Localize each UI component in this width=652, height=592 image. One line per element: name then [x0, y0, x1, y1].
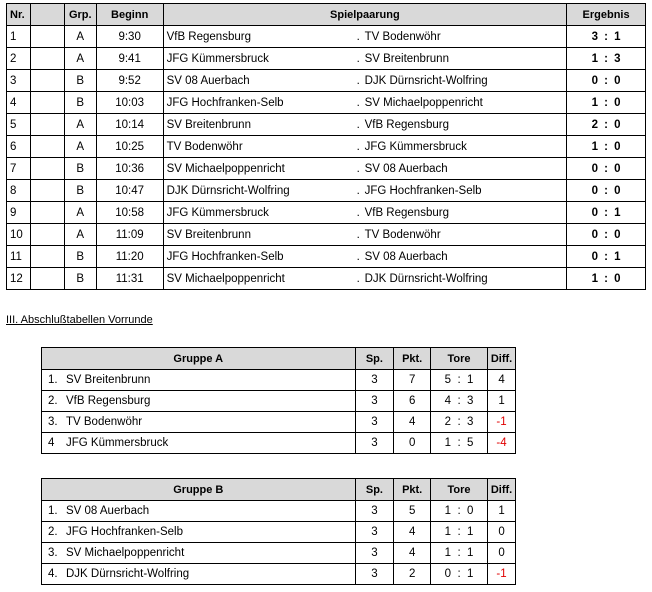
match-nr: 4: [7, 92, 31, 114]
standing-row: [42, 412, 516, 433]
match-group: A: [64, 224, 96, 246]
standing-team: JFG Hochfranken-Selb: [66, 526, 183, 538]
group-a-body: [42, 370, 516, 454]
match-group: B: [64, 70, 96, 92]
standing-points: 6: [394, 391, 431, 412]
match-spacer: [30, 246, 64, 268]
group-title: Gruppe B: [42, 479, 356, 501]
goals-against: 3: [467, 416, 474, 428]
header-pkt: Pkt.: [394, 348, 431, 370]
match-pairing: [163, 114, 567, 136]
standing-points: 7: [394, 370, 431, 391]
goals-for: 0: [444, 568, 452, 580]
match-nr: 5: [7, 114, 31, 136]
standing-goals: [431, 564, 488, 585]
home-goals: 1: [591, 52, 599, 65]
standing-row: [42, 391, 516, 412]
standing-played: 3: [355, 564, 394, 585]
match-time: 10:36: [96, 158, 163, 180]
goals-for: 5: [444, 374, 452, 386]
home-team: SV Michaelpoppenricht: [166, 162, 285, 175]
match-spacer: [30, 224, 64, 246]
match-time: 11:31: [96, 268, 163, 290]
header-ergebnis: Ergebnis: [567, 4, 646, 26]
match-spacer: [30, 136, 64, 158]
match-time: 11:09: [96, 224, 163, 246]
standing-diff: -4: [488, 433, 516, 454]
match-group: B: [64, 246, 96, 268]
match-spacer: [30, 114, 64, 136]
pairing-dot: .: [356, 272, 360, 285]
away-goals: 0: [614, 184, 621, 197]
home-team: JFG Kümmersbruck: [166, 52, 269, 65]
standing-team: TV Bodenwöhr: [66, 416, 143, 428]
match-pairing: [163, 246, 567, 268]
standing-goals: [431, 543, 488, 564]
match-time: 10:25: [96, 136, 163, 158]
standing-row: [42, 543, 516, 564]
pairing-dot: .: [356, 250, 360, 263]
result-separator: :: [604, 272, 608, 285]
match-result: [567, 136, 646, 158]
goals-against: 5: [467, 437, 474, 449]
goals-against: 3: [467, 395, 474, 407]
match-group: B: [64, 268, 96, 290]
match-time: 10:58: [96, 202, 163, 224]
match-pairing: [163, 48, 567, 70]
away-team: VfB Regensburg: [364, 206, 449, 219]
goals-for: 1: [444, 526, 452, 538]
result-separator: :: [604, 52, 608, 65]
goals-separator: :: [457, 374, 461, 386]
standing-diff: 0: [488, 543, 516, 564]
match-spacer: [30, 70, 64, 92]
standing-team: JFG Kümmersbruck: [66, 437, 169, 449]
standing-position: 4.: [48, 568, 58, 580]
away-goals: 0: [614, 140, 621, 153]
goals-against: 1: [467, 526, 474, 538]
away-team: JFG Hochfranken-Selb: [364, 184, 482, 197]
goals-for: 4: [444, 395, 452, 407]
home-team: JFG Kümmersbruck: [166, 206, 269, 219]
match-group: A: [64, 136, 96, 158]
standing-played: 3: [355, 522, 394, 543]
home-goals: 0: [591, 184, 599, 197]
goals-separator: :: [457, 526, 461, 538]
away-goals: 0: [614, 74, 621, 87]
group-title: Gruppe A: [42, 348, 356, 370]
match-nr: 7: [7, 158, 31, 180]
home-goals: 0: [591, 228, 599, 241]
away-goals: 1: [614, 30, 621, 43]
goals-separator: :: [457, 568, 461, 580]
header-tore: Tore: [431, 348, 488, 370]
standing-points: 4: [394, 543, 431, 564]
match-row: [7, 70, 646, 92]
standing-team-cell: [42, 433, 356, 454]
away-team: SV Breitenbrunn: [364, 52, 449, 65]
match-group: A: [64, 26, 96, 48]
standing-team-cell: [42, 564, 356, 585]
match-result: [567, 158, 646, 180]
standing-position: 4: [48, 437, 55, 449]
header-grp: Grp.: [64, 4, 96, 26]
standing-team: SV 08 Auerbach: [66, 505, 150, 517]
standing-points: 2: [394, 564, 431, 585]
standing-team-cell: [42, 522, 356, 543]
result-separator: :: [604, 162, 608, 175]
goals-against: 1: [467, 568, 474, 580]
match-row: [7, 48, 646, 70]
match-spacer: [30, 268, 64, 290]
match-time: 11:20: [96, 246, 163, 268]
home-team: VfB Regensburg: [166, 30, 251, 43]
match-pairing: [163, 224, 567, 246]
schedule-table: [6, 3, 646, 290]
away-goals: 1: [614, 250, 621, 263]
home-goals: 2: [591, 118, 599, 131]
standing-row: [42, 370, 516, 391]
away-goals: 0: [614, 162, 621, 175]
match-time: 10:14: [96, 114, 163, 136]
standing-team-cell: [42, 391, 356, 412]
standing-points: 4: [394, 412, 431, 433]
standing-position: 2.: [48, 526, 58, 538]
match-group: B: [64, 92, 96, 114]
away-goals: 3: [614, 52, 621, 65]
match-pairing: [163, 26, 567, 48]
header-diff: Diff.: [488, 479, 516, 501]
standing-row: [42, 522, 516, 543]
standing-diff: 4: [488, 370, 516, 391]
standing-points: 0: [394, 433, 431, 454]
header-sp: Sp.: [355, 348, 394, 370]
match-nr: 3: [7, 70, 31, 92]
standing-goals: [431, 501, 488, 522]
match-time: 9:41: [96, 48, 163, 70]
goals-against: 0: [467, 505, 474, 517]
standing-played: 3: [355, 370, 394, 391]
goals-for: 1: [444, 547, 452, 559]
standing-position: 1.: [48, 374, 58, 386]
standing-position: 1.: [48, 505, 58, 517]
pairing-dot: .: [356, 184, 360, 197]
header-nr: Nr.: [7, 4, 31, 26]
pairing-dot: .: [356, 96, 360, 109]
match-nr: 10: [7, 224, 31, 246]
home-team: SV Breitenbrunn: [166, 228, 251, 241]
group-header-row: [42, 348, 516, 370]
match-row: [7, 202, 646, 224]
standing-goals: [431, 412, 488, 433]
group-a-table: [41, 347, 516, 454]
pairing-dot: .: [356, 74, 360, 87]
standing-team: SV Michaelpoppenricht: [66, 547, 185, 559]
match-pairing: [163, 180, 567, 202]
match-nr: 6: [7, 136, 31, 158]
header-spacer: [30, 4, 64, 26]
match-time: 10:03: [96, 92, 163, 114]
away-team: SV 08 Auerbach: [364, 250, 448, 263]
match-result: [567, 180, 646, 202]
pairing-dot: .: [356, 52, 360, 65]
match-result: [567, 48, 646, 70]
match-row: [7, 114, 646, 136]
match-row: [7, 180, 646, 202]
standing-team-cell: [42, 412, 356, 433]
standing-row: [42, 564, 516, 585]
standing-goals: [431, 370, 488, 391]
home-team: JFG Hochfranken-Selb: [166, 96, 284, 109]
match-result: [567, 202, 646, 224]
home-team: SV 08 Auerbach: [166, 74, 250, 87]
header-tore: Tore: [431, 479, 488, 501]
home-team: TV Bodenwöhr: [166, 140, 243, 153]
standing-team: SV Breitenbrunn: [66, 374, 151, 386]
result-separator: :: [604, 206, 608, 219]
match-row: [7, 268, 646, 290]
home-team: JFG Hochfranken-Selb: [166, 250, 284, 263]
standing-team-cell: [42, 543, 356, 564]
match-spacer: [30, 26, 64, 48]
goals-for: 2: [444, 416, 452, 428]
standing-goals: [431, 522, 488, 543]
away-team: SV Michaelpoppenricht: [364, 96, 483, 109]
home-goals: 1: [591, 96, 599, 109]
away-team: SV 08 Auerbach: [364, 162, 448, 175]
away-goals: 0: [614, 118, 621, 131]
standing-position: 2.: [48, 395, 58, 407]
pairing-dot: .: [356, 118, 360, 131]
goals-against: 1: [467, 374, 474, 386]
goals-separator: :: [457, 547, 461, 559]
goals-separator: :: [457, 416, 461, 428]
standing-diff: -1: [488, 564, 516, 585]
match-result: [567, 70, 646, 92]
standing-row: [42, 501, 516, 522]
result-separator: :: [604, 30, 608, 43]
result-separator: :: [604, 184, 608, 197]
match-result: [567, 268, 646, 290]
away-goals: 0: [614, 96, 621, 109]
standing-team-cell: [42, 370, 356, 391]
match-group: B: [64, 158, 96, 180]
home-goals: 3: [591, 30, 599, 43]
match-group: A: [64, 48, 96, 70]
match-row: [7, 246, 646, 268]
match-group: B: [64, 180, 96, 202]
standing-diff: 1: [488, 391, 516, 412]
home-goals: 0: [591, 206, 599, 219]
home-goals: 0: [591, 250, 599, 263]
schedule-header-row: [7, 4, 646, 26]
pairing-dot: .: [356, 206, 360, 219]
header-beginn: Beginn: [96, 4, 163, 26]
standing-row: [42, 433, 516, 454]
match-nr: 8: [7, 180, 31, 202]
standing-team: DJK Dürnsricht-Wolfring: [66, 568, 190, 580]
section-title: III. Abschlußtabellen Vorrunde: [6, 314, 153, 326]
match-spacer: [30, 158, 64, 180]
home-team: SV Breitenbrunn: [166, 118, 251, 131]
home-goals: 0: [591, 74, 599, 87]
away-goals: 0: [614, 272, 621, 285]
home-team: DJK Dürnsricht-Wolfring: [166, 184, 290, 197]
standing-played: 3: [355, 543, 394, 564]
standing-played: 3: [355, 433, 394, 454]
match-result: [567, 246, 646, 268]
away-team: TV Bodenwöhr: [364, 30, 441, 43]
match-group: A: [64, 202, 96, 224]
match-time: 9:52: [96, 70, 163, 92]
header-pkt: Pkt.: [394, 479, 431, 501]
standing-played: 3: [355, 412, 394, 433]
standing-team-cell: [42, 501, 356, 522]
group-header-row: [42, 479, 516, 501]
goals-separator: :: [457, 505, 461, 517]
match-spacer: [30, 92, 64, 114]
match-result: [567, 114, 646, 136]
away-team: VfB Regensburg: [364, 118, 449, 131]
match-time: 10:47: [96, 180, 163, 202]
standing-goals: [431, 391, 488, 412]
match-nr: 2: [7, 48, 31, 70]
pairing-dot: .: [356, 228, 360, 241]
match-row: [7, 158, 646, 180]
away-team: DJK Dürnsricht-Wolfring: [364, 74, 488, 87]
match-spacer: [30, 180, 64, 202]
match-row: [7, 136, 646, 158]
result-separator: :: [604, 250, 608, 263]
away-goals: 1: [614, 206, 621, 219]
match-pairing: [163, 92, 567, 114]
result-separator: :: [604, 96, 608, 109]
standing-points: 5: [394, 501, 431, 522]
pairing-dot: .: [356, 162, 360, 175]
home-goals: 1: [591, 140, 599, 153]
match-result: [567, 26, 646, 48]
match-nr: 9: [7, 202, 31, 224]
goals-separator: :: [457, 437, 461, 449]
goals-separator: :: [457, 395, 461, 407]
match-pairing: [163, 70, 567, 92]
pairing-dot: .: [356, 30, 360, 43]
result-separator: :: [604, 118, 608, 131]
match-pairing: [163, 136, 567, 158]
goals-against: 1: [467, 547, 474, 559]
goals-for: 1: [444, 437, 452, 449]
standing-diff: 1: [488, 501, 516, 522]
group-b-table: [41, 478, 516, 585]
match-pairing: [163, 158, 567, 180]
group-b-body: [42, 501, 516, 585]
standing-diff: -1: [488, 412, 516, 433]
standing-position: 3.: [48, 547, 58, 559]
home-goals: 0: [591, 162, 599, 175]
match-nr: 12: [7, 268, 31, 290]
away-team: TV Bodenwöhr: [364, 228, 441, 241]
result-separator: :: [604, 228, 608, 241]
match-spacer: [30, 48, 64, 70]
match-row: [7, 26, 646, 48]
away-team: JFG Kümmersbruck: [364, 140, 467, 153]
match-pairing: [163, 268, 567, 290]
standing-position: 3.: [48, 416, 58, 428]
standing-played: 3: [355, 501, 394, 522]
result-separator: :: [604, 140, 608, 153]
match-nr: 11: [7, 246, 31, 268]
header-diff: Diff.: [488, 348, 516, 370]
standing-points: 4: [394, 522, 431, 543]
header-spielpaarung: Spielpaarung: [163, 4, 567, 26]
match-group: A: [64, 114, 96, 136]
standing-goals: [431, 433, 488, 454]
match-time: 9:30: [96, 26, 163, 48]
standing-played: 3: [355, 391, 394, 412]
match-pairing: [163, 202, 567, 224]
match-nr: 1: [7, 26, 31, 48]
goals-for: 1: [444, 505, 452, 517]
standing-diff: 0: [488, 522, 516, 543]
schedule-body: [7, 26, 646, 290]
standing-team: VfB Regensburg: [66, 395, 151, 407]
match-spacer: [30, 202, 64, 224]
home-team: SV Michaelpoppenricht: [166, 272, 285, 285]
match-row: [7, 224, 646, 246]
match-result: [567, 92, 646, 114]
result-separator: :: [604, 74, 608, 87]
header-sp: Sp.: [355, 479, 394, 501]
away-team: DJK Dürnsricht-Wolfring: [364, 272, 488, 285]
away-goals: 0: [614, 228, 621, 241]
home-goals: 1: [591, 272, 599, 285]
pairing-dot: .: [356, 140, 360, 153]
match-row: [7, 92, 646, 114]
match-result: [567, 224, 646, 246]
